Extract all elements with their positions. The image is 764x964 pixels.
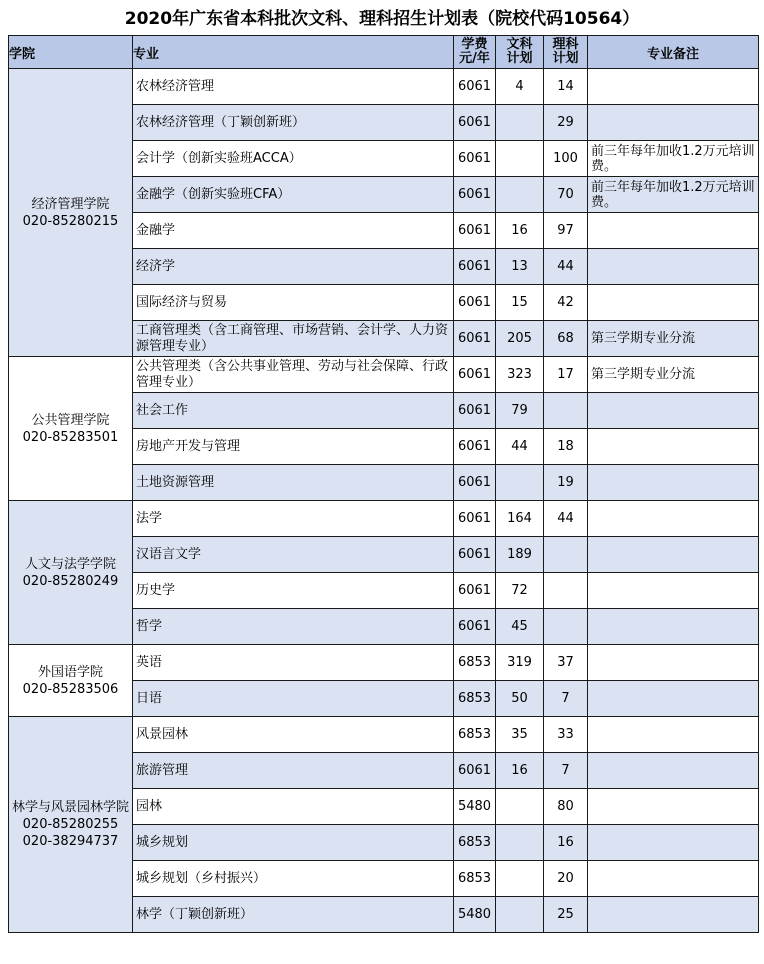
major-cell: 土地资源管理: [133, 465, 454, 501]
college-cell: [9, 717, 133, 933]
page-title: 2020年广东省本科批次文科、理科招生计划表（院校代码10564）: [124, 9, 640, 29]
science-plan-cell: 25: [544, 897, 588, 933]
arts-plan-cell: [496, 465, 544, 501]
note-cell: [588, 717, 759, 753]
college-cell: [9, 645, 133, 717]
college-cell: [9, 69, 133, 357]
tuition-cell: 6061: [454, 393, 496, 429]
college-phone: 020-85283501: [22, 429, 119, 445]
science-plan-cell: 33: [544, 717, 588, 753]
college-name: 外国语学院: [37, 664, 103, 680]
science-plan-cell: 70: [544, 177, 588, 213]
major-cell: 汉语言文学: [133, 537, 454, 573]
major-cell: 房地产开发与管理: [133, 429, 454, 465]
tuition-cell: 6061: [454, 573, 496, 609]
major-cell: 金融学（创新实验班CFA）: [133, 177, 454, 213]
arts-plan-cell: 45: [496, 609, 544, 645]
science-plan-cell: 17: [544, 357, 588, 393]
header-li-plan: [544, 36, 588, 69]
note-cell: [588, 465, 759, 501]
header-major: 专业: [133, 36, 454, 69]
tuition-cell: 6061: [454, 465, 496, 501]
tuition-cell: 6853: [454, 681, 496, 717]
college-phone: 020-85280249: [22, 573, 119, 589]
college-phone: 020-85280255: [22, 817, 119, 832]
note-cell: [588, 429, 759, 465]
note-cell: 前三年每年加收1.2万元培训费。: [588, 141, 759, 177]
tuition-cell: 6061: [454, 141, 496, 177]
note-cell: 前三年每年加收1.2万元培训费。: [588, 177, 759, 213]
note-cell: [588, 789, 759, 825]
arts-plan-cell: 15: [496, 285, 544, 321]
major-cell: 历史学: [133, 573, 454, 609]
science-plan-cell: [544, 573, 588, 609]
arts-plan-cell: [496, 897, 544, 933]
college-phone: 020-85280215: [22, 213, 119, 229]
college-name: 经济管理学院: [31, 196, 110, 212]
tuition-cell: 6061: [454, 429, 496, 465]
science-plan-cell: 18: [544, 429, 588, 465]
arts-plan-cell: 44: [496, 429, 544, 465]
science-plan-cell: [544, 393, 588, 429]
arts-plan-cell: 13: [496, 249, 544, 285]
tuition-cell: 6061: [454, 285, 496, 321]
college-phone: 020-85283506: [22, 681, 119, 697]
major-cell: 公共管理类（含公共事业管理、劳动与社会保障、行政管理专业）: [133, 357, 454, 393]
major-cell: 法学: [133, 501, 454, 537]
college-cell: [9, 357, 133, 501]
tuition-cell: 6061: [454, 105, 496, 141]
major-cell: 旅游管理: [133, 753, 454, 789]
arts-plan-cell: [496, 861, 544, 897]
tuition-cell: 5480: [454, 897, 496, 933]
college-name: 人文与法学学院: [24, 556, 116, 572]
table-header-row: [9, 36, 759, 69]
table-body: [9, 69, 759, 933]
tuition-cell: 6853: [454, 717, 496, 753]
science-plan-cell: 19: [544, 465, 588, 501]
arts-plan-cell: [496, 177, 544, 213]
major-cell: 城乡规划: [133, 825, 454, 861]
major-cell: 林学（丁颖创新班）: [133, 897, 454, 933]
arts-plan-cell: 4: [496, 69, 544, 105]
note-cell: [588, 285, 759, 321]
major-cell: 英语: [133, 645, 454, 681]
arts-plan-cell: 164: [496, 501, 544, 537]
science-plan-cell: 100: [544, 141, 588, 177]
arts-plan-cell: 319: [496, 645, 544, 681]
table-row: [9, 69, 759, 105]
science-plan-cell: 44: [544, 249, 588, 285]
note-cell: [588, 753, 759, 789]
arts-plan-cell: [496, 105, 544, 141]
table-row: [9, 645, 759, 681]
science-plan-cell: 16: [544, 825, 588, 861]
header-note: 专业备注: [588, 36, 759, 69]
arts-plan-cell: 16: [496, 213, 544, 249]
major-cell: 农林经济管理（丁颖创新班）: [133, 105, 454, 141]
note-cell: [588, 897, 759, 933]
arts-plan-cell: 72: [496, 573, 544, 609]
major-cell: 会计学（创新实验班ACCA）: [133, 141, 454, 177]
arts-plan-cell: [496, 825, 544, 861]
major-cell: 日语: [133, 681, 454, 717]
note-cell: [588, 825, 759, 861]
college-name: 林学与风景园林学院: [11, 800, 129, 815]
header-fee-line1: 学费: [461, 37, 488, 52]
college-phone: 020-38294737: [22, 834, 119, 849]
arts-plan-cell: 50: [496, 681, 544, 717]
tuition-cell: 6853: [454, 645, 496, 681]
header-wen-plan: [496, 36, 544, 69]
enrollment-plan-table: [8, 35, 759, 933]
arts-plan-cell: 16: [496, 753, 544, 789]
arts-plan-cell: [496, 141, 544, 177]
arts-plan-cell: 189: [496, 537, 544, 573]
tuition-cell: 6061: [454, 357, 496, 393]
header-wen-line1: 文科: [506, 37, 533, 52]
science-plan-cell: 80: [544, 789, 588, 825]
science-plan-cell: 37: [544, 645, 588, 681]
table-row: [9, 501, 759, 537]
major-cell: 园林: [133, 789, 454, 825]
arts-plan-cell: 35: [496, 717, 544, 753]
tuition-cell: 5480: [454, 789, 496, 825]
header-li-line2: 计划: [552, 51, 579, 66]
tuition-cell: 6061: [454, 177, 496, 213]
header-fee: [454, 36, 496, 69]
science-plan-cell: [544, 537, 588, 573]
arts-plan-cell: [496, 789, 544, 825]
science-plan-cell: 7: [544, 753, 588, 789]
note-cell: [588, 249, 759, 285]
note-cell: [588, 213, 759, 249]
major-cell: 经济学: [133, 249, 454, 285]
major-cell: 工商管理类（含工商管理、市场营销、会计学、人力资源管理专业）: [133, 321, 454, 357]
major-cell: 城乡规划（乡村振兴）: [133, 861, 454, 897]
note-cell: [588, 69, 759, 105]
science-plan-cell: 7: [544, 681, 588, 717]
arts-plan-cell: 205: [496, 321, 544, 357]
note-cell: [588, 537, 759, 573]
major-cell: 金融学: [133, 213, 454, 249]
tuition-cell: 6853: [454, 861, 496, 897]
note-cell: 第三学期专业分流: [588, 357, 759, 393]
major-cell: 社会工作: [133, 393, 454, 429]
tuition-cell: 6061: [454, 69, 496, 105]
table-row: [9, 357, 759, 393]
science-plan-cell: 20: [544, 861, 588, 897]
science-plan-cell: [544, 609, 588, 645]
college-name: 公共管理学院: [31, 412, 110, 428]
tuition-cell: 6061: [454, 609, 496, 645]
note-cell: [588, 501, 759, 537]
college-cell: [9, 501, 133, 645]
arts-plan-cell: 79: [496, 393, 544, 429]
tuition-cell: 6061: [454, 501, 496, 537]
science-plan-cell: 44: [544, 501, 588, 537]
tuition-cell: 6061: [454, 213, 496, 249]
note-cell: [588, 573, 759, 609]
tuition-cell: 6853: [454, 825, 496, 861]
science-plan-cell: 97: [544, 213, 588, 249]
note-cell: [588, 861, 759, 897]
major-cell: 风景园林: [133, 717, 454, 753]
note-cell: [588, 609, 759, 645]
tuition-cell: 6061: [454, 321, 496, 357]
header-college: 学院: [9, 36, 133, 69]
note-cell: [588, 645, 759, 681]
major-cell: 国际经济与贸易: [133, 285, 454, 321]
major-cell: 农林经济管理: [133, 69, 454, 105]
note-cell: [588, 105, 759, 141]
tuition-cell: 6061: [454, 249, 496, 285]
science-plan-cell: 42: [544, 285, 588, 321]
table-row: [9, 717, 759, 753]
science-plan-cell: 29: [544, 105, 588, 141]
note-cell: [588, 393, 759, 429]
tuition-cell: 6061: [454, 537, 496, 573]
header-wen-line2: 计划: [506, 51, 533, 66]
note-cell: [588, 681, 759, 717]
science-plan-cell: 14: [544, 69, 588, 105]
major-cell: 哲学: [133, 609, 454, 645]
header-fee-line2: 元/年: [459, 51, 490, 66]
header-li-line1: 理科: [552, 37, 579, 52]
tuition-cell: 6061: [454, 753, 496, 789]
arts-plan-cell: 323: [496, 357, 544, 393]
note-cell: 第三学期专业分流: [588, 321, 759, 357]
science-plan-cell: 68: [544, 321, 588, 357]
